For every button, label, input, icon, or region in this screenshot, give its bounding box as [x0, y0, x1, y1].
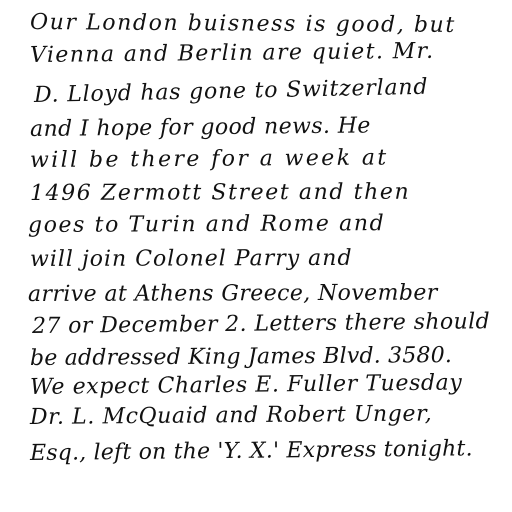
letter-line-2: Vienna and Berlin are quiet. Mr.: [29, 38, 435, 68]
letter-line-7: goes to Turin and Rome and: [27, 211, 386, 238]
letter-line-12: We expect Charles E. Fuller Tuesday: [29, 370, 463, 400]
letter-line-11: be addressed King James Blvd. 3580.: [29, 343, 453, 371]
letter-line-13: Dr. L. McQuaid and Robert Unger,: [29, 401, 433, 430]
letter-line-3: D. Lloyd has gone to Switzerland: [33, 74, 429, 108]
letter-line-10: 27 or December 2. Letters there should: [31, 309, 491, 339]
letter-line-4: and I hope for good news. He: [29, 113, 371, 142]
letter-line-9: arrive at Athens Greece, November: [27, 280, 438, 307]
letter-line-1: Our London buisness is good, but: [29, 10, 456, 38]
letter-line-8: will join Colonel Parry and: [29, 245, 353, 272]
letter-line-5: will be there for a week at: [29, 145, 389, 173]
letter-line-14: Esq., left on the 'Y. X.' Express tonight.: [29, 436, 473, 466]
letter-line-6: 1496 Zermott Street and then: [29, 179, 411, 206]
